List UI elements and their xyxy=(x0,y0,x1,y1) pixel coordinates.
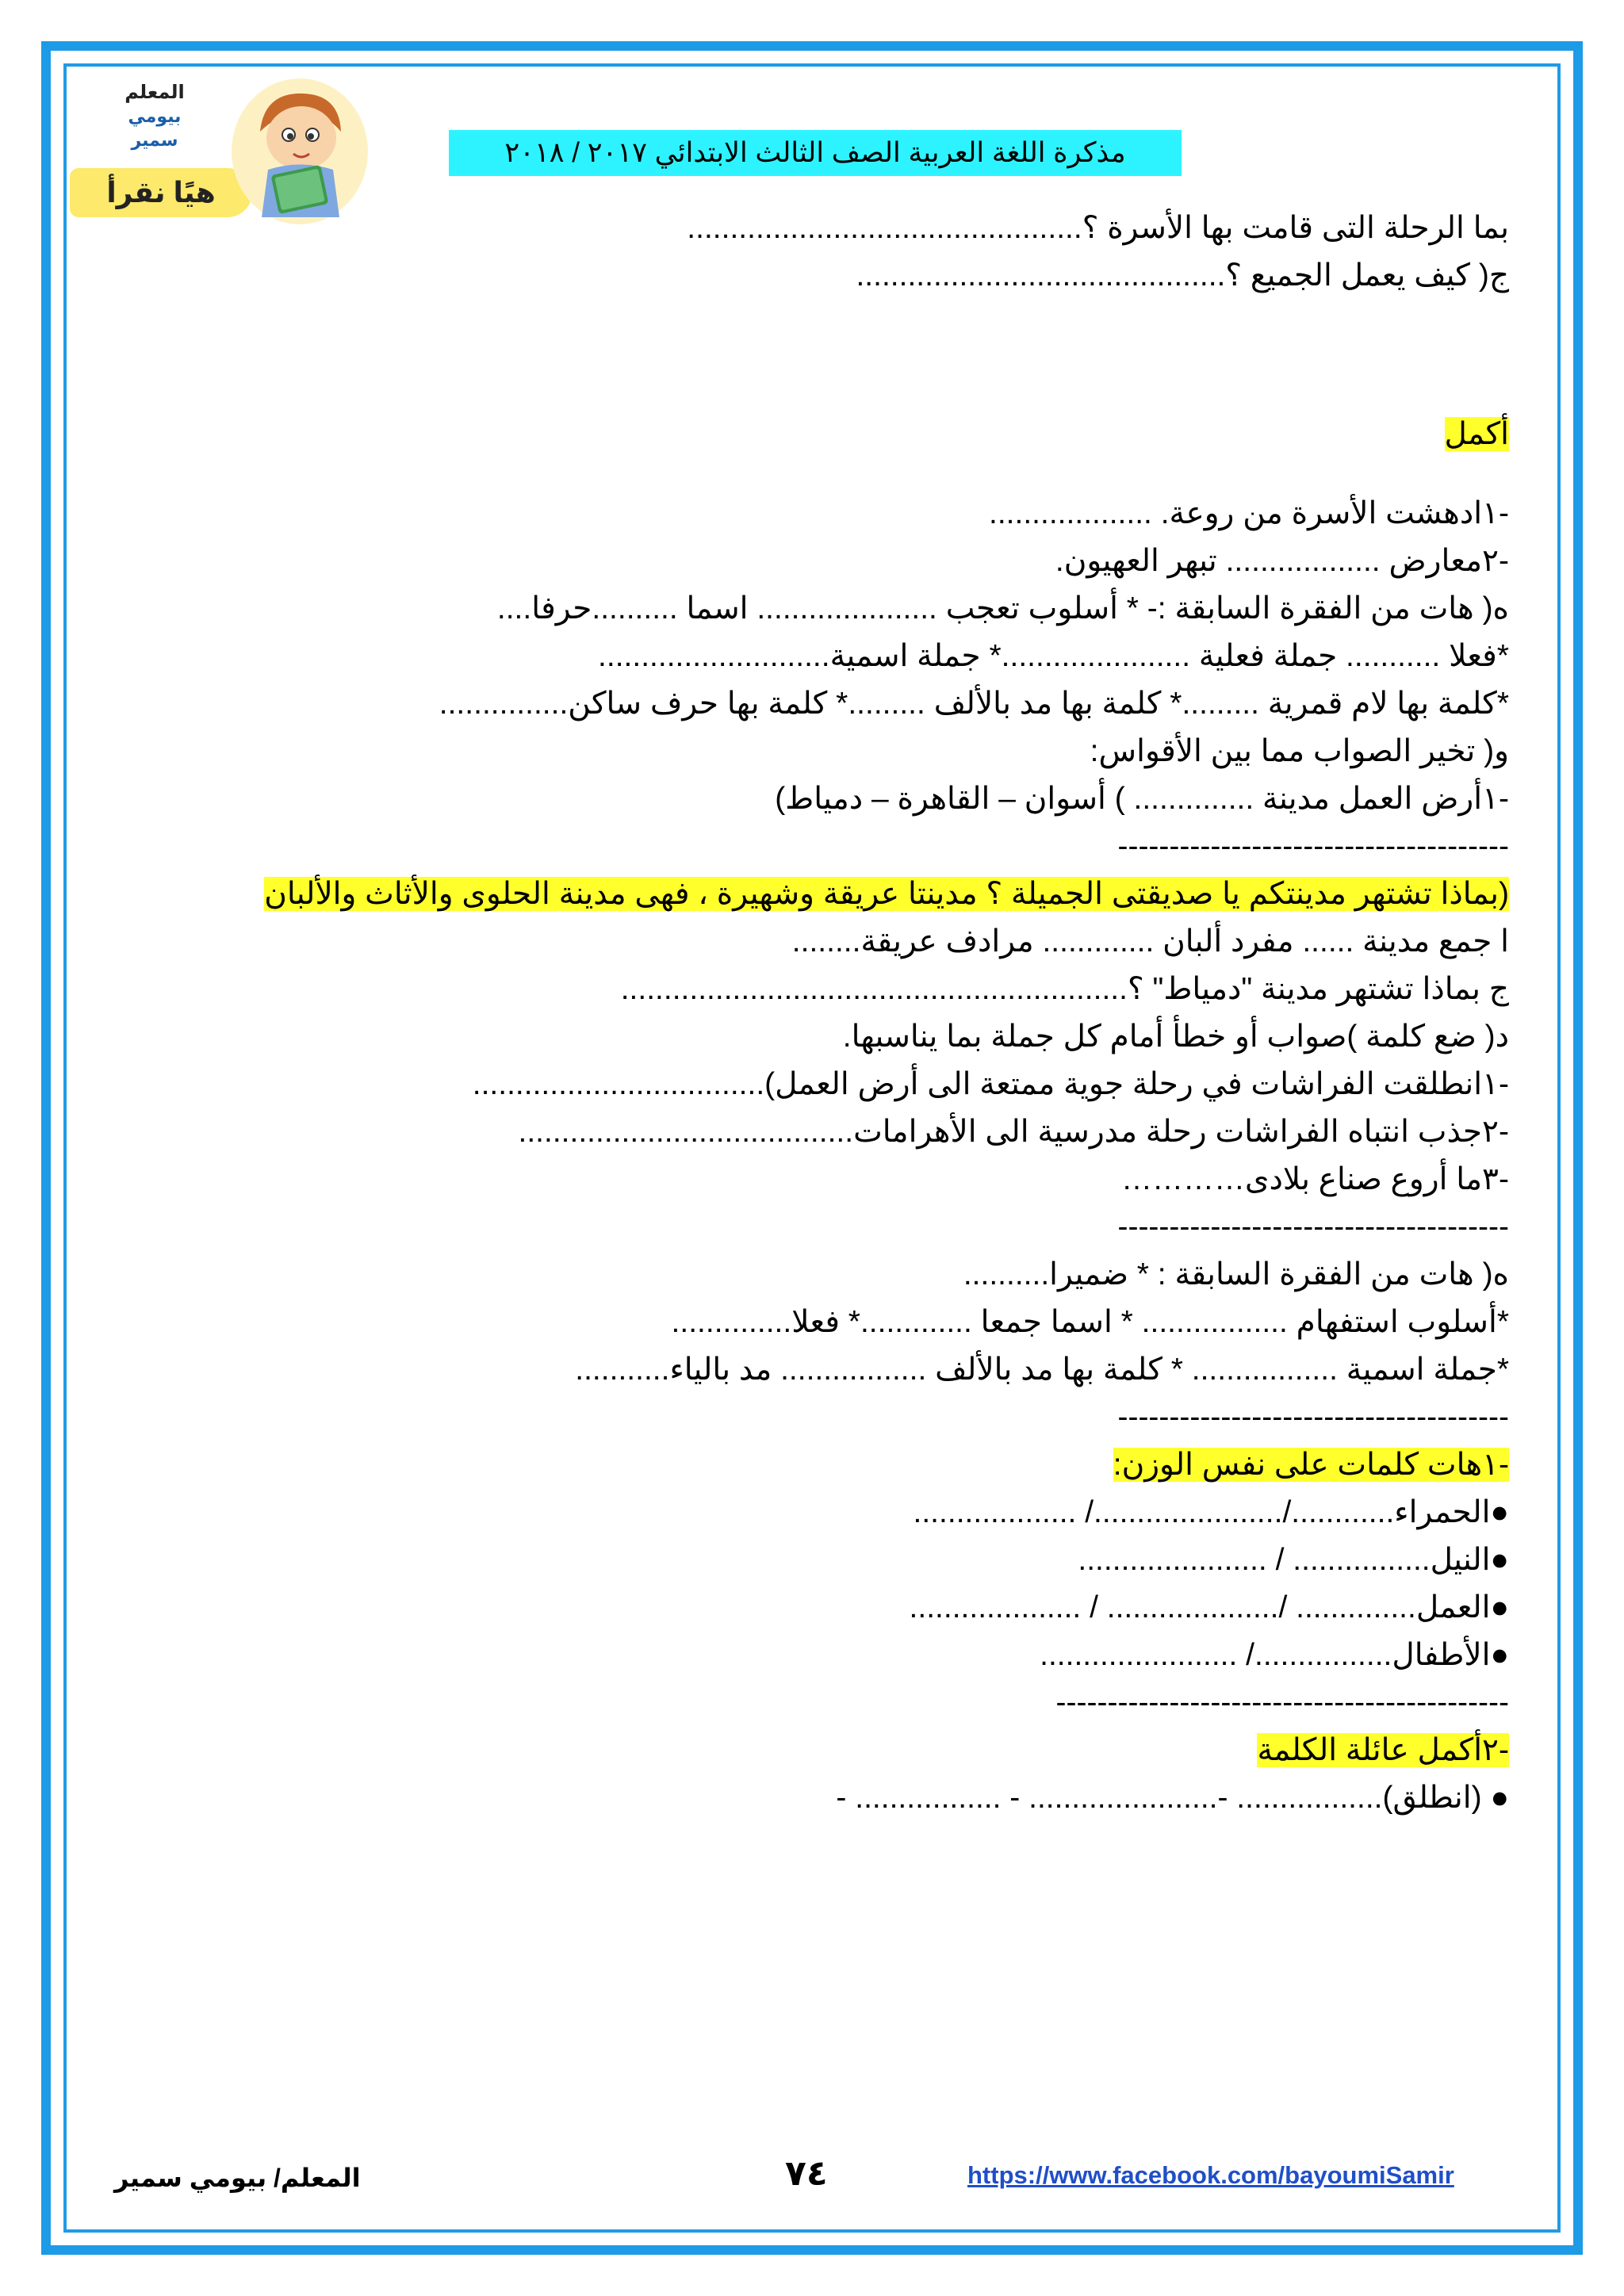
separator-line: -------------------------------------- xyxy=(1117,1400,1509,1434)
logo-teacher-name: بيومي سمير xyxy=(128,106,182,150)
passage-highlight: (بماذا تشتهر مدينتكم يا صديقتى الجميلة ؟ مدينتا عريقة وشهيرة ، فهى مدينة الحلوى والأثاث والألبان xyxy=(264,877,1509,911)
page-title: مذكرة اللغة العربية الصف الثالث الابتدائي ٢٠١٧ / ٢٠١٨ xyxy=(449,130,1182,176)
question-line: -٢جذب انتباه الفراشات رحلة مدرسية الى الأهرامات....................................... xyxy=(518,1115,1509,1149)
question-line: ج بماذا تشتهر مدينة "دمياط" ؟........................................................... xyxy=(620,972,1509,1006)
logo-teacher-label: المعلم xyxy=(124,82,185,103)
logo-badge: هيًا نقرأ xyxy=(70,168,252,217)
worksheet-body xyxy=(202,205,1509,1822)
logo-teacher-text xyxy=(103,81,206,152)
separator-line: -------------------------------------------- xyxy=(1055,1686,1509,1720)
section-heading-word-family: -٢أكمل عائلة الكلمة xyxy=(1257,1733,1509,1767)
question-line: ●العمل.............. /.................... / .................... xyxy=(909,1590,1509,1624)
question-line: -١أرض العمل مدينة .............. ) أسوان – القاهرة – دمياط) xyxy=(775,782,1509,816)
question-line: *فعلا ........... جملة فعلية ......................* جملة اسمية........................... xyxy=(598,639,1509,673)
question-line: -١انطلقت الفراشات في رحلة جوية ممتعة الى أرض العمل).................................. xyxy=(472,1067,1509,1101)
section-heading-same-pattern: -١هات كلمات على نفس الوزن: xyxy=(1113,1448,1509,1482)
question-line: ه( هات من الفقرة السابقة :- * أسلوب تعجب ..................... اسما ..........حرفا.... xyxy=(496,591,1509,626)
question-line: ● (انطلق)................. -...................... - ................. - xyxy=(836,1781,1509,1815)
question-line: و( تخير الصواب مما بين الأقواس: xyxy=(1090,734,1509,768)
question-line: د( ضع كلمة )صواب أو خطأ أمام كل جملة بما يناسبها. xyxy=(842,1020,1509,1054)
question-line: *كلمة بها لام قمرية .........* كلمة بها مد بالألف .........* كلمة بها حرف ساكن............... xyxy=(439,687,1509,721)
question-line: ●النيل................ / ...................... xyxy=(1078,1543,1509,1577)
question-line: ●الأطفال................/ ....................... xyxy=(1040,1638,1509,1672)
question-line: ه( هات من الفقرة السابقة : * ضميرا.......... xyxy=(963,1257,1509,1292)
question-line: ا جمع مدينة ...... مفرد ألبان ............. مرادف عريقة........ xyxy=(791,924,1509,959)
question-line: -٢معارض .................. تبهر العهيون. xyxy=(1055,544,1509,578)
question-line: بما الرحلة التى قامت بها الأسرة ؟.............................................. xyxy=(687,211,1509,245)
footer-facebook-link[interactable]: https://www.facebook.com/bayoumiSamir xyxy=(967,2161,1454,2189)
section-heading-complete: أكمل xyxy=(1444,417,1509,451)
question-line: *أسلوب استفهام ................. * اسما جمعا .............* فعلا.............. xyxy=(671,1305,1509,1339)
question-line: -٣ما أروع صناع بلادى………… xyxy=(1120,1162,1509,1196)
separator-line: -------------------------------------- xyxy=(1117,829,1509,863)
separator-line: -------------------------------------- xyxy=(1117,1210,1509,1244)
footer-teacher-name: المعلم/ بيومي سمير xyxy=(114,2164,361,2192)
page-number: ٧٤ xyxy=(785,2154,828,2193)
question-line: -١ادهشت الأسرة من روعة. ................... xyxy=(989,496,1509,530)
question-line: *جملة اسمية ................. * كلمة بها مد بالألف ................. مد بالياء........... xyxy=(575,1353,1509,1387)
question-line: ج( كيف يعمل الجميع ؟........................................... xyxy=(856,258,1509,293)
question-line: ●الحمراء............/....................../ ................... xyxy=(913,1495,1509,1529)
